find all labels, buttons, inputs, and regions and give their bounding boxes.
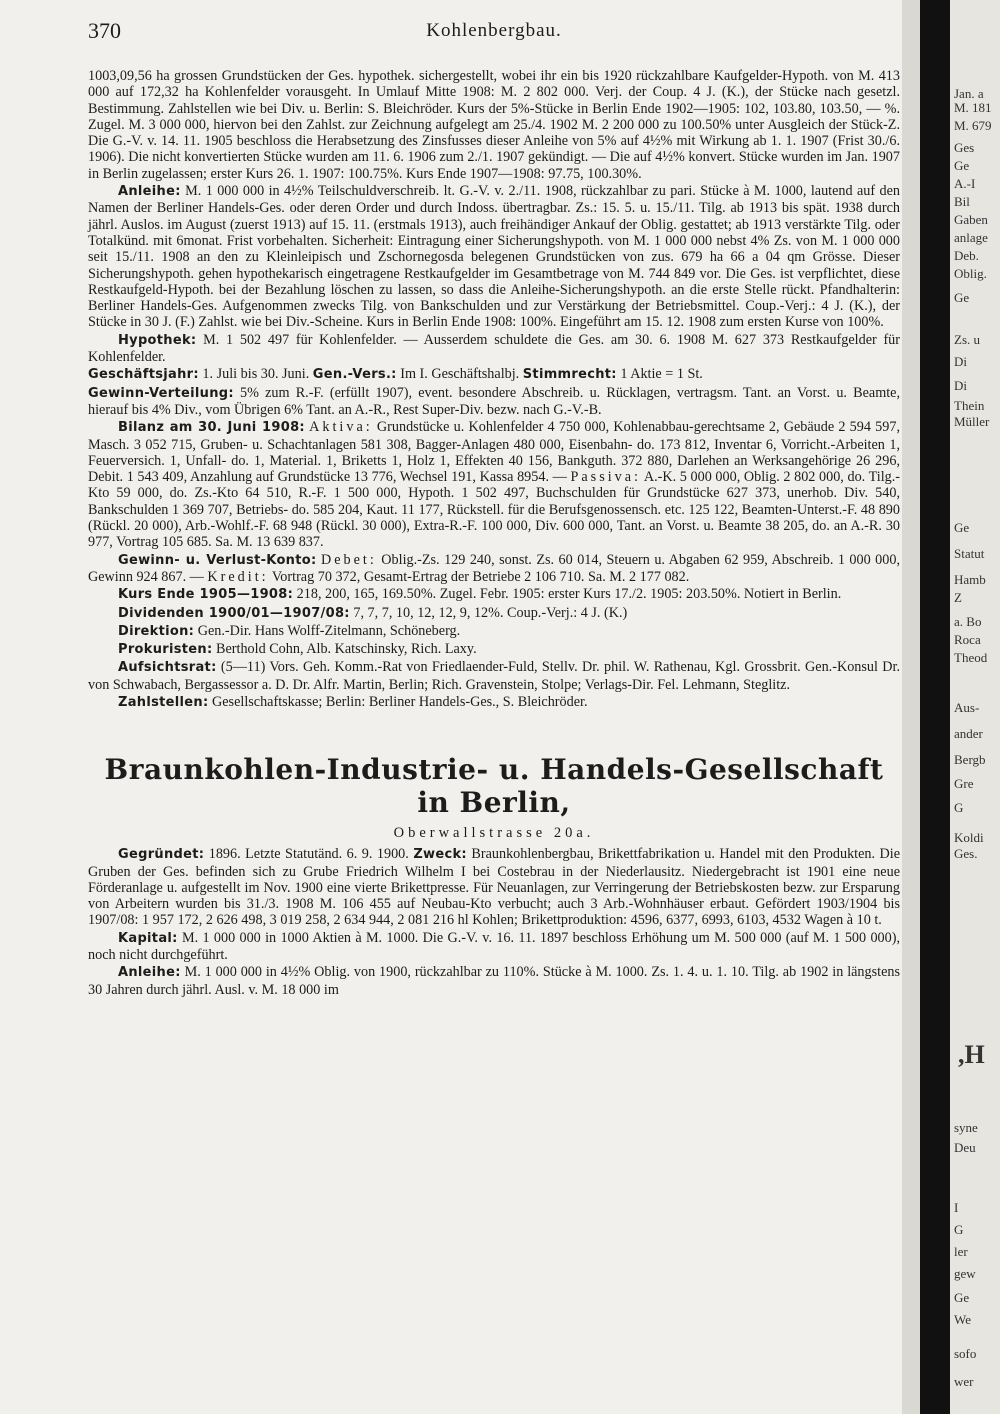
geschaeftsjahr-label: Geschäftsjahr: <box>88 367 199 383</box>
genvers-label: Gen.-Vers.: <box>312 367 397 383</box>
stimmrecht-label: Stimmrecht: <box>522 367 617 383</box>
dividenden-paragraph <box>88 605 900 622</box>
geschaeftsjahr-text: 1. Juli bis 30. Juni. <box>202 366 310 383</box>
gegruendet-label: Gegründet: <box>118 847 205 863</box>
guv-kredit-word: Kredit: <box>207 568 269 585</box>
adjacent-page-text: We <box>954 1312 971 1327</box>
direktion-paragraph <box>88 623 900 640</box>
adjacent-page-text: G <box>954 800 964 815</box>
stimmrecht-text: 1 Aktie = 1 St. <box>620 366 703 383</box>
adjacent-page-text: Müller <box>954 414 990 429</box>
adjacent-page-text: Oblig. <box>954 266 987 281</box>
adjacent-page-text: sofo <box>954 1346 977 1361</box>
gegruendet-paragraph <box>88 846 900 928</box>
page-header <box>88 18 900 48</box>
zahlstellen-label: Zahlstellen: <box>118 694 209 710</box>
gewinn-label: Gewinn-Verteilung: <box>88 385 234 401</box>
kurs-paragraph <box>88 586 900 603</box>
page-edge-shadow <box>902 0 920 1414</box>
gewinn-paragraph <box>88 385 900 419</box>
adjacent-page-text: gew <box>954 1266 976 1281</box>
adjacent-page-text: Roca <box>954 632 981 647</box>
prokuristen-paragraph <box>88 641 900 658</box>
adjacent-page-text: Jan. a <box>954 86 984 101</box>
adjacent-page-text: G <box>954 1222 964 1237</box>
adjacent-page-text: Thein <box>954 398 985 413</box>
kurs-text: 218, 200, 165, 169.50%. Zugel. Febr. 1905: erster Kurs 17./2. 1905: 203.50%. Notiert in Berlin. <box>296 586 842 603</box>
anleihe2-label: Anleihe: <box>118 965 181 981</box>
adjacent-page-text: ,H <box>958 1040 985 1069</box>
adjacent-page-text: Zs. u <box>954 332 980 347</box>
aufsichtsrat-text: (5—11) Vors. Geh. Komm.-Rat von Friedlaender-Fuld, Stellv. Dr. phil. W. Rathenau, Kgl. Grossbrit. Gen.-Konsul Dr. von Schwabach, Bergassessor a. D. Dr. Alfr. Martin, Berlin; Rich. Gravenstein, Stolpe; Verlags-Dir. Fel. Lehmann, Steglitz. <box>88 659 901 693</box>
dividenden-label: Dividenden 1900/01—1907/08: <box>118 605 350 621</box>
bilanz-paragraph <box>88 419 900 550</box>
adjacent-page-text: Ges. <box>954 846 978 861</box>
company-heading: Braunkohlen-Industrie- u. Handels-Gesellschaft in Berlin, <box>104 753 884 820</box>
anleihe-paragraph <box>88 183 900 331</box>
adjacent-page-text: Z <box>954 590 962 605</box>
adjacent-page-text: Di <box>954 354 967 369</box>
hypothek-label: Hypothek: <box>118 332 197 348</box>
adjacent-page-text: Deb. <box>954 248 979 263</box>
adjacent-page-text: Hamb <box>954 572 986 587</box>
bilanz-label: Bilanz am 30. Juni 1908: <box>118 420 305 436</box>
kurs-label: Kurs Ende 1905—1908: <box>118 587 294 603</box>
anleihe2-text: M. 1 000 000 in 4½% Oblig. von 1900, rückzahlbar zu 110%. Stücke à M. 1000. Zs. 1. 4. u. 1. 10. Tilg. ab 1902 in längstens 30 Jahren durch jährl. Ausl. v. M. 18 000 im <box>88 964 900 998</box>
book-gutter <box>920 0 950 1414</box>
zweck-label: Zweck: <box>413 847 467 863</box>
adjacent-page-text: Koldi <box>954 830 984 845</box>
hypothek-text: M. 1 502 497 für Kohlenfelder. — Ausserdem schuldete die Ges. am 30. 6. 1908 M. 627 373 Restkaufgelder für Kohlenfelder. <box>88 331 900 366</box>
zweck-text: Braunkohlenbergbau, Brikettfabrikation u. Handel mit den Produkten. Die Gruben der Ges. befinden sich zu Grube Friedrich Wilhelm I bei Costebrau in der Niederlausitz. Niedergebracht ist 1901 eine neue Förderanlage u. aufgestellt im Nov. 1900 eine vierte Brikettpresse. Für Neuanlagen, zur Verringerung der Betriebskosten bezw. zur Ersparung von Arbeitern wurden bis 31./3. 1908 M. 106 455 auf Neubau-Kto verbucht; auch 3 Arb.-Wohnhäuser erbaut. Gefördert 1903/1904 bis 1907/08: 1 957 172, 2 626 498, 3 019 258, 2 634 944, 2 081 216 hl Kohlen; Brikettproduktion: 4596, 6377, 6993, 6103, 4532 Wagen à 10 t. <box>88 846 901 929</box>
adjacent-page-text: M. 679 <box>954 118 992 133</box>
adjacent-page-text: Bergb <box>954 752 986 767</box>
running-title: Kohlenbergbau. <box>426 20 562 41</box>
adjacent-page-text: ander <box>954 726 983 741</box>
adjacent-page-text: Ges <box>954 140 975 155</box>
kapital-paragraph <box>88 930 900 964</box>
anleihe-text: M. 1 000 000 in 4½% Teilschuldverschreib. lt. G.-V. v. 2./11. 1908, rückzahlbar zu pari. Stücke à M. 1000, lautend auf den Namen der Berliner Handels-Ges. oder deren Order und durch Indoss. übertragbar. Zs.: 15. 5. u. 15./11. Tilg. ab 1913 bis spät. 1938 durch jährl. Auslos. im August (zuerst 1913) auf 15. 11. (erstmals 1913), auch freihändiger Ankauf der Oblig. gestattet; ab 1913 verstärkte Tilg. oder Totalkünd. mit 6monat. Frist vorbehalten. Sicherheit: Eintragung einer Sicherungshypoth. von M. 1 000 000 nebst 4% Zs. von M. 1 000 000 seit 15./11. 1908 an den zu Kleinleipisch und Zschornegosda belegenen Grundstücken von zus. 679 ha 66 a 04 qm Grösse. Dieser Sicherungshypoth. gehen hypothekarisch eingetragene Restkaufgelder im Gesamtbetrage von M. 744 849 vor. Die Ges. ist verpflichtet, diese Restkaufgeld-Hypoth. bei der Bezahlung löschen zu lassen, so dass die Anleihe-Sicherungshypoth. an die erste Stelle rückt. Pfandhalterin: Berliner Handels-Ges. Aufgenommen zwecks Tilg. von Bankschulden und zur Verstärkung der Betriebsmittel. Coup.-Verj.: 4 J. (K.), der Stücke in 30 J. (F.) Zahlst. wie bei Div.-Scheine. Kurs in Berlin Ende 1908: 100%. Eingeführt am 15. 12. 1908 zum ersten Kurse von 100%. <box>88 183 901 331</box>
gewinn-text: 5% zum R.-F. (erfüllt 1907), event. besondere Abschreib. u. Rücklagen, vertragsm. Tant. an Vorst. u. Beamte, hierauf bis 4% Div., vom Übrigen 6% Tant. an A.-R., Rest Super-Div. bezw. nach G.-V.-B. <box>88 384 901 418</box>
adjacent-page-text: A.-I <box>954 176 976 191</box>
aufsichtsrat-label: Aufsichtsrat: <box>118 660 217 676</box>
bilanz-aktiva-word: Aktiva: <box>309 419 373 436</box>
adjacent-page-text: syne <box>954 1120 978 1135</box>
bond-intro-paragraph <box>88 68 900 182</box>
guv-debet-text: Oblig.-Zs. 129 240, sonst. Zs. 60 014, Steuern u. Abgaben 62 959, Abschreib. 1 000 000, Gewinn 924 867. — <box>88 551 901 585</box>
prokuristen-label: Prokuristen: <box>118 642 213 658</box>
adjacent-page-text: Theod <box>954 650 988 665</box>
dividenden-text: 7, 7, 7, 10, 12, 12, 9, 12%. Coup.-Verj.: 4 J. (K.) <box>353 604 628 621</box>
adjacent-page-text: M. 181 <box>954 100 992 115</box>
adjacent-page-text: ler <box>954 1244 968 1259</box>
adjacent-page-text: Bil <box>954 194 970 209</box>
direktion-text: Gen.-Dir. Hans Wolff-Zitelmann, Schöneberg. <box>197 622 461 639</box>
adjacent-page-text: Ge <box>954 520 970 535</box>
adjacent-page-text: Ge <box>954 158 970 173</box>
direktion-label: Direktion: <box>118 623 195 639</box>
bilanz-passiva-text: A.-K. 5 000 000, Oblig. 2 802 000, do. Tilg.-Kto 59 000, do. Zs.-Kto 64 510, R.-F. 1 500 000, Hypoth. 1 502 497, Buchschulden für Grundstücke 627 373, unerhob. Div. 540, Bankschulden 1 369 707, Betriebs- do. 585 204, Kaut. 11 177, Rückstell. für die Berufsgenossensch. etc. 125 122, Beamten-Unterst.-F. 48 890 (Rückl. 20 000), Arb.-Wohlf.-F. 68 948 (Rückl. 30 000), Extra-R.-F. 100 000, Div. 600 000, Tant. an Vorst. u. Beamte 38 205, do. an A.-R. 30 977, Vortrag 105 685. Sa. M. 13 639 837. <box>88 469 901 551</box>
anleihe2-paragraph <box>88 964 900 998</box>
adjacent-page-text: Ge <box>954 1290 970 1305</box>
geschaeftsjahr-paragraph <box>88 366 900 383</box>
adjacent-page-text: Statut <box>954 546 985 561</box>
page-content <box>88 68 900 999</box>
bilanz-aktiva-text: Grundstücke u. Kohlenfelder 4 750 000, Kohlenabbau-gerechtsame 2, Gebäude 2 594 597, Masch. 3 052 715, Gruben- u. Schachtanlagen 581 308, Bagger-Anlagen 480 000, Eisenbahn- do. 173 812, Inventar 6, Vorricht.-Arbeiten 1, Feuerversich. 1, Unfall- do. 1, Material. 1, Briketts 1, Holz 1, Effekten 40 156, Bankguth. 372 880, Darlehen an Werksangehörige 26 296, Debit. 1 543 409, Anzahlung auf Grundstücke 13 776, Wechsel 191, Kassa 8954. — <box>88 419 900 486</box>
adjacent-page-text: Ge <box>954 290 970 305</box>
guv-label: Gewinn- u. Verlust-Konto: <box>118 552 317 568</box>
adjacent-page-text: a. Bo <box>954 614 982 629</box>
anleihe-label: Anleihe: <box>118 184 181 200</box>
guv-paragraph <box>88 552 900 586</box>
guv-kredit-text: Vortrag 70 372, Gesamt-Ertrag der Betriebe 2 106 710. Sa. M. 2 177 082. <box>271 568 690 585</box>
adjacent-page-text: wer <box>954 1374 974 1389</box>
gegruendet-text: 1896. Letzte Statutänd. 6. 9. 1900. <box>208 846 409 863</box>
adjacent-page-text: Gaben <box>954 212 988 227</box>
adjacent-page-text: Aus- <box>954 700 980 715</box>
adjacent-page-text: Gre <box>954 776 974 791</box>
zahlstellen-paragraph <box>88 694 900 711</box>
adjacent-page-text: anlage <box>954 230 988 245</box>
adjacent-page-text: Deu <box>954 1140 976 1155</box>
adjacent-page-fragment <box>950 0 1000 1414</box>
hypothek-paragraph <box>88 332 900 366</box>
kapital-text: M. 1 000 000 in 1000 Aktien à M. 1000. Die G.-V. v. 16. 11. 1897 beschloss Erhöhung um M. 500 000 (auf M. 1 500 000), noch nicht durchgeführt. <box>88 929 900 964</box>
bond-intro-text: 1003,09,56 ha grossen Grundstücken der Ges. hypothek. sichergestellt, wobei ihr ein bis 1920 rückzahlbare Kaufgelder-Hypoth. von M. 413 000 auf 172,32 ha Kohlenfelder vorausgeht. In Umlauf Mitte 1908: M. 2 802 000. Verj. der Coup. 4 J. (K.), der Stücke nach gesetzl. Bestimmung. Zahlstellen wie bei Div. u. Berlin: S. Bleichröder. Kurs der 5%-Stücke in Berlin Ende 1902—1905: 102, 103.80, 103.50, — %. Zugel. M. 3 000 000, hiervon bei den Zahlst. zur Zeichnung aufgelegt am 25./4. 1902 M. 2 200 000 zu 100.50% unter Ausgleich der Stück-Z. Die G.-V. v. 14. 11. 1905 beschloss die Herabsetzung des Zinsfusses dieser Anleihe von 5% auf 4½% mit Wirkung ab 1. 1. 1907 (Frist 30./6. 1906). Die nicht konvertierten Stücke wurden am 11. 6. 1906 zum 2./1. 1907 gekündigt. — Die auf 4½% konvert. Stücke wurden im Jan. 1907 in Berlin zugelassen; erster Kurs 26. 1. 1907: 100.75%. Kurs Ende 1907—1908: 97.75, 100.30%. <box>88 68 900 182</box>
prokuristen-text: Berthold Cohn, Alb. Katschinsky, Rich. Laxy. <box>216 641 477 658</box>
adjacent-page-text: I <box>954 1200 959 1215</box>
kapital-label: Kapital: <box>118 930 178 946</box>
aufsichtsrat-paragraph <box>88 659 900 693</box>
adjacent-page-text: Di <box>954 378 967 393</box>
page-number: 370 <box>88 18 121 43</box>
genvers-text: Im I. Geschäftshalbj. <box>400 366 520 383</box>
bilanz-passiva-word: Passiva: <box>570 469 641 486</box>
guv-debet-word: Debet: <box>320 551 377 568</box>
company-address: Oberwallstrasse 20a. <box>393 825 595 842</box>
zahlstellen-text: Gesellschaftskasse; Berlin: Berliner Handels-Ges., S. Bleichröder. <box>212 693 588 710</box>
